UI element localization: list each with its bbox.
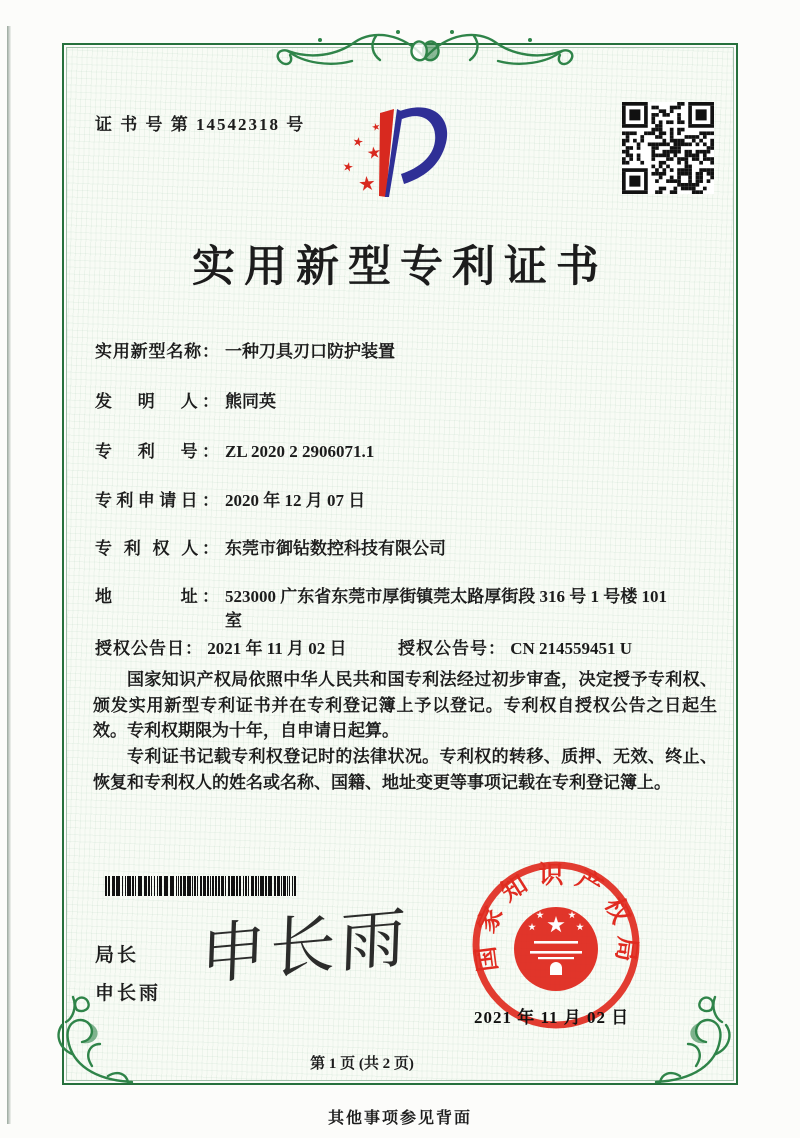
- field-label: 专利申请日：: [95, 491, 219, 510]
- back-side-note: 其他事项参见背面: [327, 1110, 472, 1127]
- field-value: 东莞市御钻数控科技有限公司: [225, 539, 446, 558]
- field-row-patent-no: [95, 440, 720, 464]
- grant-date-label: 授权公告日：: [95, 639, 203, 658]
- grant-date-field: [95, 634, 347, 659]
- field-value: 2020 年 12 月 07 日: [225, 491, 366, 510]
- bottom-left-corner-ornament: [42, 992, 136, 1088]
- grant-no-label: 授权公告号：: [398, 639, 506, 658]
- director-signature: 申长雨: [198, 901, 411, 994]
- grant-date-value: 2021 年 11 月 02 日: [207, 639, 347, 658]
- seal-date: 2021 年 11 月 02 日: [474, 1008, 630, 1027]
- qr-code-icon: [622, 102, 714, 194]
- seal-ring-text: 国家知识产权局: [471, 862, 641, 974]
- legal-paragraph-2: 专利证书记载专利权登记时的法律状况。专利权的转移、质押、无效、终止、恢复和专利权人的姓名或名称、国籍、地址变更等事项记载在专利登记簿上。: [93, 747, 717, 792]
- page-number: 第 1 页 (共 2 页): [310, 1056, 414, 1072]
- cnipa-logo-icon: [336, 97, 458, 207]
- field-value: ZL 2020 2 2906071.1: [225, 442, 375, 461]
- legal-paragraph-1: 国家知识产权局依照中华人民共和国专利法经过初步审查，决定授予专利权、颁发实用新型专利证书并在专利登记簿上予以登记。专利权自授权公告之日起生效。专利权期限为十年，自申请日起算。: [93, 670, 717, 740]
- field-row-address: [95, 585, 720, 633]
- signer-name: 申长雨: [95, 983, 162, 1004]
- field-row-name: [95, 340, 720, 364]
- photo-edge-shadow: [7, 26, 11, 1124]
- field-value: 523000 广东省东莞市厚街镇莞太路厚街段 316 号 1 号楼 101 室: [225, 587, 667, 630]
- field-value: 一种刀具刃口防护装置: [225, 342, 395, 361]
- certificate-number: 证 书 号 第 14542318 号: [95, 115, 306, 134]
- bottom-right-corner-ornament: [652, 992, 746, 1088]
- field-label: 专 利 权 人：: [95, 539, 219, 558]
- grant-no-field: [398, 634, 632, 659]
- field-label: 发 明 人：: [95, 392, 219, 411]
- top-flourish-ornament: [258, 22, 592, 86]
- field-label: 地 址：: [95, 587, 219, 606]
- barcode-icon: [105, 876, 301, 896]
- signer-title: 局长: [95, 945, 140, 966]
- field-row-inventor: [95, 390, 720, 414]
- field-row-patentee: [95, 537, 720, 561]
- certificate-title: 实用新型专利证书: [192, 244, 608, 291]
- field-label: 专 利 号：: [95, 442, 219, 461]
- field-label: 实用新型名称：: [95, 342, 219, 361]
- field-value: 熊同英: [225, 392, 276, 411]
- field-row-filing-date: [95, 489, 720, 513]
- grant-no-value: CN 214559451 U: [510, 639, 633, 658]
